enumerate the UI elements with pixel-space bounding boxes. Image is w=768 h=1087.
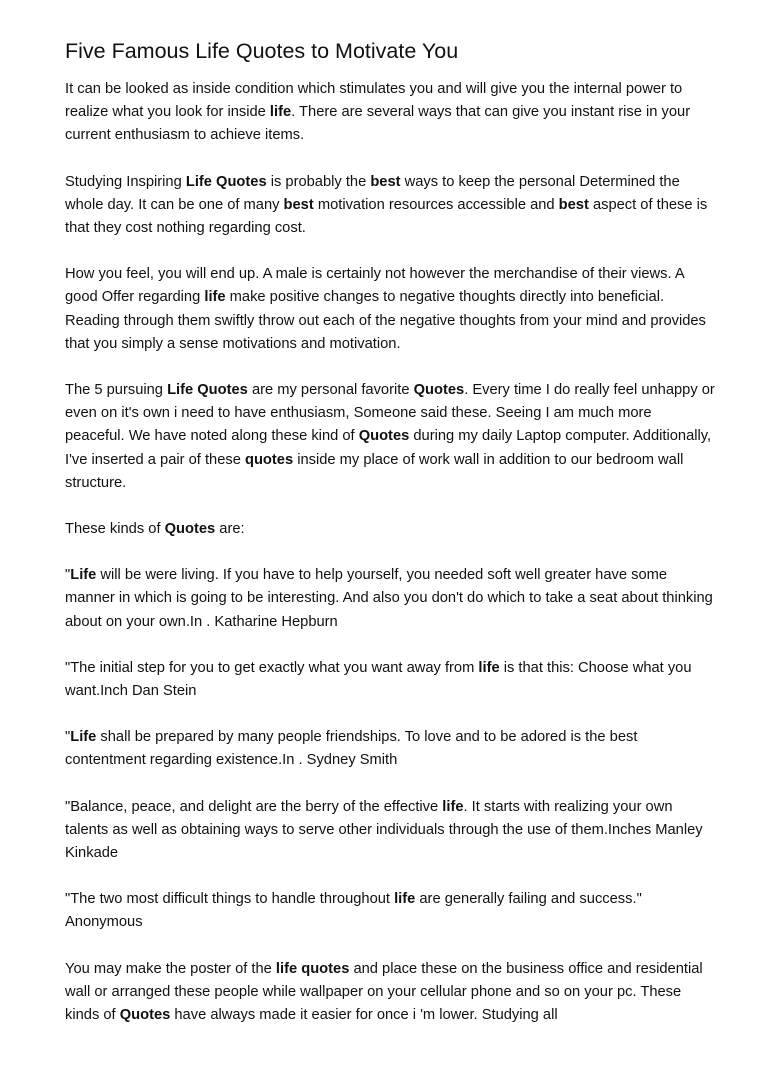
text-segment: These kinds of — [65, 521, 165, 538]
bold-keyword: Quotes — [358, 428, 410, 445]
bold-keyword: Quotes — [413, 382, 465, 399]
text-segment: inside my place of work wall in addition to our bedroom wall structure. — [65, 451, 684, 491]
paragraph-5 — [65, 518, 715, 541]
text-segment: are: — [215, 521, 245, 538]
text-segment: The 5 pursuing — [65, 382, 168, 399]
bold-keyword: life — [442, 798, 464, 815]
document-title: Five Famous Life Quotes to Motivate You — [65, 39, 459, 63]
paragraph-9 — [65, 796, 715, 866]
paragraph-2 — [65, 171, 715, 241]
text-segment: make positive changes to negative thoughts directly into beneficial. Reading through them swiftly throw out each of the negative thoughts from your mind and provides that you simply a sense motivations and motivation. — [65, 289, 706, 352]
paragraph-10 — [65, 888, 715, 934]
bold-keyword: life — [478, 659, 500, 676]
text-segment: . Every time I do really feel unhappy or even on it's own i need to have enthusiasm, Someone said these. Seeing I am much more peaceful. We have noted along these kind of — [65, 382, 715, 445]
bold-keyword: life quotes — [275, 960, 350, 977]
paragraph-8 — [65, 726, 715, 772]
text-segment: " — [65, 567, 71, 584]
text-segment: How you feel, you will end up. A male is certainly not however the merchandise of their views. A good Offer regarding — [65, 266, 684, 306]
text-segment: during my daily Laptop computer. Additionally, I've inserted a pair of these — [65, 428, 712, 468]
text-segment: It can be looked as inside condition which stimulates you and will give you the internal power to realize what you look for inside — [65, 81, 683, 121]
bold-keyword: life — [269, 104, 292, 121]
text-segment: Studying Inspiring — [65, 173, 186, 190]
bold-keyword: best — [558, 196, 589, 213]
text-segment: "Balance, peace, and delight are the berry of the effective — [65, 798, 443, 815]
text-segment: have always made it easier for once i 'm lower. Studying all — [170, 1007, 558, 1024]
bold-keyword: Life Quotes — [185, 173, 267, 190]
text-segment: will be were living. If you have to help yourself, you needed soft well greater have some manner in which is going to be interesting. And also you don't do which to take a seat about thinking about on your own.In . Katharine Hepburn — [65, 567, 713, 630]
bold-keyword: best — [370, 173, 401, 190]
bold-keyword: life — [204, 289, 226, 306]
paragraph-4 — [65, 379, 715, 495]
text-segment: . It starts with realizing your own talents as well as obtaining ways to serve other individuals through the use of them.Inches Manley Kinkade — [65, 798, 703, 862]
text-segment: "The two most difficult things to handle throughout — [65, 891, 395, 908]
bold-keyword: life — [394, 891, 416, 908]
text-segment: ways to keep the personal Determined the whole day. It can be one of many — [65, 173, 680, 213]
bold-keyword: Life Quotes — [167, 382, 248, 399]
bold-keyword: quotes — [244, 451, 294, 468]
paragraph-3 — [65, 263, 715, 356]
text-segment: is that this: Choose what you want.Inch Dan Stein — [65, 659, 692, 700]
text-segment: is probably the — [266, 173, 371, 190]
text-segment: shall be prepared by many people friendships. To love and to be adored is the best contentment regarding existence.In . Sydney Smith — [65, 729, 638, 769]
text-segment: are my personal favorite — [247, 382, 414, 399]
bold-keyword: Quotes — [119, 1007, 171, 1024]
paragraph-11 — [65, 958, 715, 1028]
document-page — [65, 38, 715, 1027]
text-segment: are generally failing and success." Anonymous — [65, 891, 642, 931]
text-segment: " — [65, 729, 71, 746]
bold-keyword: Life — [70, 567, 97, 584]
document-body — [65, 78, 715, 1027]
bold-keyword: Quotes — [164, 521, 216, 538]
text-segment: You may make the poster of the — [65, 960, 276, 977]
text-segment: "The initial step for you to get exactly what you want away from — [65, 659, 479, 676]
text-segment: and place these on the business office and residential wall or arranged these people while wallpaper on your cellular phone and so on your pc. These kinds of — [65, 960, 703, 1024]
bold-keyword: Life — [70, 729, 97, 746]
text-segment: . There are several ways that can give you instant rise in your current enthusiasm to achieve items. — [65, 104, 691, 144]
text-segment: motivation resources accessible and — [313, 196, 559, 213]
text-segment: aspect of these is that they cost nothing regarding cost. — [65, 196, 708, 237]
bold-keyword: best — [283, 196, 314, 213]
paragraph-1 — [65, 78, 715, 148]
paragraph-6 — [65, 564, 715, 634]
paragraph-7 — [65, 657, 715, 703]
